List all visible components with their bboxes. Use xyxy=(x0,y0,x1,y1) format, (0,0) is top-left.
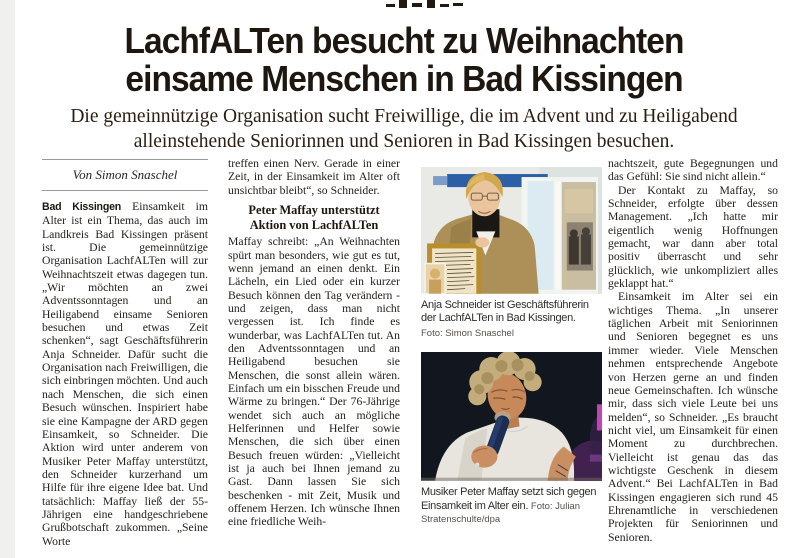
photo-anja-schneider xyxy=(421,167,602,341)
crosshead xyxy=(228,203,400,232)
body-paragraph: Der Kontakt zu Maffay, so Schneider, erfolgte über dessen Management. „Ich hatte mir eigentlich wenig Hoffnungen gemacht, war dann aber total positiv überrascht und sehr glücklich, wie unkompliziert alles geklappt hat.“ xyxy=(608,183,778,291)
scan-edge-strip xyxy=(0,0,15,558)
body-paragraph xyxy=(42,200,208,548)
byline-text: Von Simon Snaschel xyxy=(72,167,178,182)
photo1-credit: Foto: Simon Snaschel xyxy=(421,328,514,340)
photo-peter-maffay xyxy=(421,352,602,527)
headline xyxy=(15,22,793,98)
article-column-1 xyxy=(42,155,208,548)
peter-maffay-photo-illustration xyxy=(421,352,602,481)
subheadline-line-2: alleinstehende Seniorinnen und Senioren in Bad Kissingen besuchen. xyxy=(133,131,675,152)
article-column-2 xyxy=(228,157,400,529)
dateline: Bad Kissingen xyxy=(42,201,122,213)
article-column-4 xyxy=(608,157,778,544)
body-paragraph: Einsamkeit im Alter sei ein wichtiges Thema. „In unserer täglichen Arbeit mit Seniorinnen und Senioren begegnet es uns immer wieder. Viele Menschen nehmen entsprechende Angebote von Herzen gerne an und finden neue Gemeinschaften. Ich wünsche mir, dass sich viele Leute bei uns melden“, so Schneider. „Es braucht nicht viel, um Einsamkeit für einen Moment zu durchbrechen. Vielleicht ist genau das das wichtigste Geschenk in diesem Advent.“ Bei LachfALTen in Bad Kissingen engagieren sich rund 45 Ehrenamtliche in verschiedenen Projekten für Seniorinnen und Senioren. xyxy=(608,290,778,544)
crosshead-line-1: Peter Maffay unterstützt xyxy=(248,203,380,218)
byline xyxy=(42,159,208,191)
crosshead-line-2: Aktion von LachfALTen xyxy=(249,217,379,232)
subheadline-line-1: Die gemeinnützige Organisation sucht Freiwillige, die im Advent und zu Heiligabend xyxy=(70,106,738,127)
body-paragraph: nachtszeit, gute Begegnungen und das Gefühl: Sie sind nicht allein.“ xyxy=(608,157,778,184)
body-paragraph: Maffay schreibt: „An Weihnachten spürt man besonders, wie gut es tut, wenn jemand an einen denkt. Ein Lächeln, ein Lied oder ein kurzer Besuch können den Tag verändern - und zeigen, dass man nicht vergessen ist. Ich finde es wunderbar, was LachfALTen tut. An den Adventssonntagen und an Heiligabend besuchen sie Menschen, die sonst allein wären. Einfach um ein bisschen Freude und Wärme zu bringen.“ Der 76-Jährige wendet sich auch an mögliche Helferinnen und Helfer sowie Menschen, die sich über einen Besuch freuen würden: „Vielleicht ist ja auch bei Ihnen jemand zu Gast. Dann lassen Sie sich beschenken - mit Zeit, Musik und offenem Herzen. Ich wünsche Ihnen eine friedliche Weih- xyxy=(228,235,400,529)
headline-line-1: LachfALTen besucht zu Weihnachten xyxy=(124,20,684,61)
headline-line-2: einsame Menschen in Bad Kissingen xyxy=(125,58,683,99)
body-text-col1: Einsamkeit im Alter ist ein Thema, das auch im Landkreis Bad Kissingen präsent ist. Die gemeinnützige Organisation LachfALTen will zur Weihnachtszeit etwas dagegen tun. „Wir möchten an zwei Adventssonntagen und an Heiligabend einsame Senioren besuchen und etwas Zeit schenken“, sagt Geschäftsführerin Anja Schneider. Dafür sucht die Organisation nach Freiwilligen, die sich einbringen möchten. Und auch nach Menschen, die sich einen Besuch wünschen. Inspiriert habe sie eine Kampagne der ARD gegen Einsamkeit, so Schneider. Die Aktion wird unter anderem von Musiker Peter Maffay unterstützt, den Schneider kurzerhand um Hilfe für ihre eigene Idee bat. Und tatsächlich: Maffay ließ der 55-Jährigen eine handgeschriebene Grußbotschaft zukommen. „Seine Worte xyxy=(42,200,209,548)
photo2-caption-text: Musiker Peter Maffay setzt sich gegen Einsamkeit im Alter ein. xyxy=(421,485,597,512)
photo1-caption-text: Anja Schneider ist Geschäftsführerin der LachfALTen in Bad Kissingen. xyxy=(421,298,589,325)
anja-schneider-photo-illustration xyxy=(421,167,602,294)
subheadline xyxy=(15,104,793,154)
photo2-caption xyxy=(421,486,602,527)
photo1-caption xyxy=(421,299,602,341)
body-paragraph: treffen einen Nerv. Gerade in einer Zeit, in der Einsamkeit im Alter oft unsichtbar bleibt“, so Schneider. xyxy=(228,157,400,197)
photo2-credit: Foto: Julian Stratenschulte/dpa xyxy=(421,500,581,526)
